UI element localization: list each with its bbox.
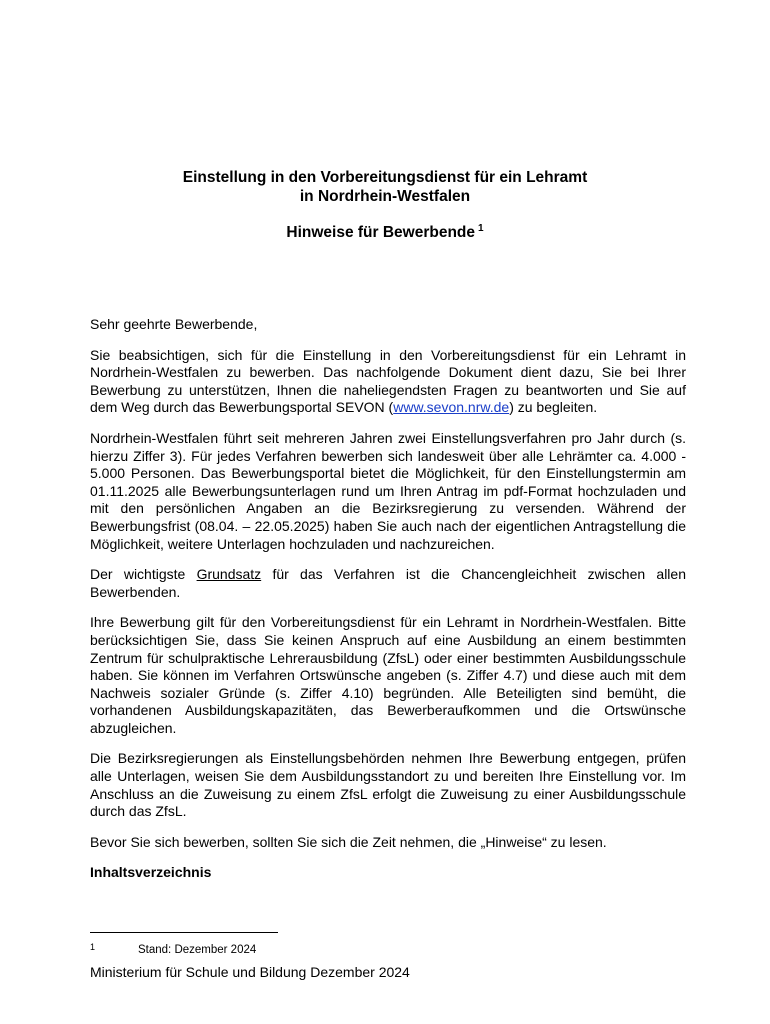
subtitle-text: Hinweise für Bewerbende <box>286 224 476 241</box>
page-footer: Ministerium für Schule und Bildung Dezember 2024 <box>90 964 410 980</box>
paragraph-intro <box>90 347 686 417</box>
paragraph-intro-tail: ) zu begleiten. <box>509 399 598 416</box>
paragraph-intro-text: Sie beabsichtigen, sich für die Einstellung in den Vorbereitungsdienst für ein Lehramt in Nordrhein-Westfalen zu bewerben. Das nachfolgende Dokument dient dazu, Sie bei Ihrer Bewerbung zu unterstützen, Ihnen die naheliegendsten Fragen zu beantworten und Sie auf dem Weg durch das Bewerbungsportal SEVON ( <box>90 346 686 416</box>
paragraph-procedures: Nordrhein-Westfalen führt seit mehreren Jahren zwei Einstellungsverfahren pro Jahr durch (s. hierzu Ziffer 3). Für jedes Verfahren bewerben sich landesweit über alle Lehrämter ca. 4.000 - 5.000 Personen. Das Bewerbungsportal bietet die Möglichkeit, für den Einstellungstermin am 01.11.2025 alle Bewerbungsunterlagen rund um Ihren Antrag im pdf-Format hochzuladen und mit den persönlichen Angaben an die Bezirksregierung zu versenden. Während der Bewerbungsfrist (08.04. – 22.05.2025) haben Sie auch nach der eigentlichen Antragstellung die Möglichkeit, weitere Unterlagen hochzuladen und nachzureichen. <box>90 429 686 552</box>
salutation: Sehr geehrte Bewerbende, <box>90 316 258 332</box>
footnote-text: Stand: Dezember 2024 <box>138 944 257 956</box>
paragraph-read-hints: Bevor Sie sich bewerben, sollten Sie sich die Zeit nehmen, die „Hinweise“ zu lesen. <box>90 833 607 850</box>
paragraph-application-scope: Ihre Bewerbung gilt für den Vorbereitungsdienst für ein Lehramt in Nordrhein-Westfalen. Bitte berücksichtigen Sie, dass Sie keinen Anspruch auf eine Ausbildung an einem bestimmten Zentrum für schulpraktische Lehrerausbildung (ZfsL) oder einer bestimmten Ausbildungsschule haben. Sie können im Verfahren Ortswünsche angeben (s. Ziffer 4.7) und diese auch mit dem Nachweis sozialer Gründe (s. Ziffer 4.10) begründen. Alle Beteiligten sind bemüht, die vorhandenen Ausbildungskapazitäten, das Bewerberaufkommen und die Ortswünsche abzugleichen. <box>90 614 686 736</box>
footnote-reference[interactable]: 1 <box>478 223 484 234</box>
title-line-2: in Nordrhein-Westfalen <box>299 188 471 205</box>
principle-keyword: Grundsatz <box>196 566 262 583</box>
sevon-portal-link[interactable]: www.sevon.nrw.de <box>393 399 510 416</box>
paragraph-principle <box>90 566 686 601</box>
paragraph-principle-start: Der wichtigste <box>90 566 197 583</box>
toc-heading: Inhaltsverzeichnis <box>90 864 212 881</box>
body-text <box>90 316 686 895</box>
footnote-divider <box>90 932 278 933</box>
title-line-1: Einstellung in den Vorbereitungsdienst für ein Lehramt <box>182 169 588 186</box>
footnote <box>90 940 256 957</box>
paragraph-principle-end: für das Verfahren ist die Chancengleichheit zwischen allen Bewerbenden. <box>90 566 686 600</box>
document-subtitle <box>0 219 770 242</box>
footnote-number: 1 <box>90 942 96 952</box>
document-title <box>0 168 770 206</box>
paragraph-authorities: Die Bezirksregierungen als Einstellungsbehörden nehmen Ihre Bewerbung entgegen, prüfen alle Unterlagen, weisen Sie dem Ausbildungsstandort zu und bereiten Ihre Einstellung vor. Im Anschluss an die Zuweisung zu einem ZfsL erfolgt die Zuweisung zu einer Ausbildungsschule durch das ZfsL. <box>90 750 686 820</box>
